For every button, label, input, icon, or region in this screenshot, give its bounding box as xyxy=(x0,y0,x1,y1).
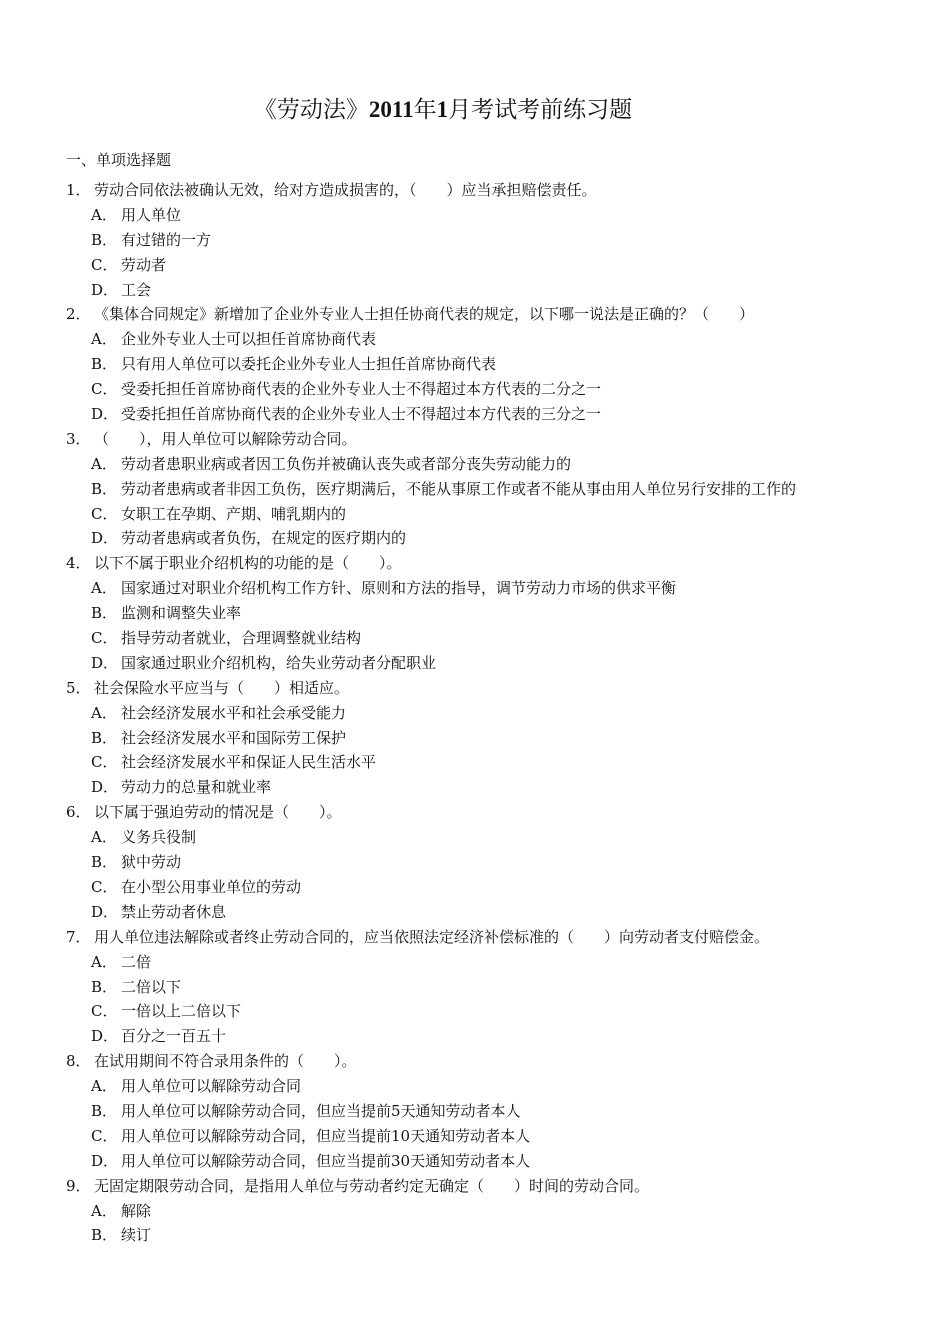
answer-option xyxy=(0,999,950,1024)
option-letter: B． xyxy=(91,728,118,747)
option-letter: C． xyxy=(91,1002,118,1021)
answer-option xyxy=(0,1099,950,1124)
question-stem xyxy=(0,302,950,327)
question-text: 用人单位违法解除或者终止劳动合同的，应当依照法定经济补偿标准的（ ）向劳动者支付赔偿金。 xyxy=(94,927,770,946)
option-letter: A． xyxy=(91,330,117,349)
answer-option xyxy=(0,477,950,502)
option-letter: D． xyxy=(91,529,119,548)
option-text: 狱中劳动 xyxy=(121,853,182,872)
option-letter: A． xyxy=(91,703,117,722)
option-text: 二倍 xyxy=(121,952,152,971)
document-title xyxy=(0,94,886,126)
question-stem xyxy=(0,1174,950,1199)
option-letter: A． xyxy=(91,205,117,224)
answer-option xyxy=(0,327,950,352)
answer-option xyxy=(0,402,950,427)
option-letter: A． xyxy=(91,952,117,971)
option-text: 国家通过职业介绍机构，给失业劳动者分配职业 xyxy=(121,653,437,672)
section-heading: 一、单项选择题 xyxy=(66,151,172,169)
option-text: 在小型公用事业单位的劳动 xyxy=(121,877,302,896)
title-year: 2011 xyxy=(368,97,414,122)
question-number: 2． xyxy=(66,305,91,324)
answer-option xyxy=(0,825,950,850)
option-letter: B． xyxy=(91,977,118,996)
answer-option xyxy=(0,726,950,751)
option-letter: C． xyxy=(91,1126,118,1145)
question-stem xyxy=(0,551,950,576)
answer-option xyxy=(0,1124,950,1149)
option-text: 女职工在孕期、产期、哺乳期内的 xyxy=(121,504,347,523)
option-letter: A． xyxy=(91,1201,117,1220)
option-text: 用人单位 xyxy=(121,205,182,224)
option-letter: A． xyxy=(91,828,117,847)
question-text: 以下属于强迫劳动的情况是（ ）。 xyxy=(94,803,342,822)
option-letter: B． xyxy=(91,479,118,498)
option-letter: B． xyxy=(91,230,118,249)
answer-option xyxy=(0,651,950,676)
option-text: 指导劳动者就业，合理调整就业结构 xyxy=(121,629,362,648)
option-letter: C． xyxy=(91,877,118,896)
answer-option xyxy=(0,750,950,775)
question-list xyxy=(0,178,950,1248)
option-letter: D． xyxy=(91,653,119,672)
option-letter: C． xyxy=(91,255,118,274)
answer-option xyxy=(0,1149,950,1174)
answer-option xyxy=(0,601,950,626)
question-number: 4． xyxy=(66,554,91,573)
option-letter: A． xyxy=(91,579,117,598)
answer-option xyxy=(0,452,950,477)
option-text: 百分之一百五十 xyxy=(121,1027,227,1046)
question-number: 9． xyxy=(66,1176,91,1195)
option-text: 用人单位可以解除劳动合同，但应当提前5天通知劳动者本人 xyxy=(121,1101,521,1120)
option-text: 受委托担任首席协商代表的企业外专业人士不得超过本方代表的三分之一 xyxy=(121,405,602,424)
title-text-post: 月考试考前练习题 xyxy=(448,97,633,123)
question-text: 以下不属于职业介绍机构的功能的是（ ）。 xyxy=(94,554,402,573)
option-text: 劳动力的总量和就业率 xyxy=(121,778,272,797)
option-letter: B． xyxy=(91,1226,118,1245)
answer-option xyxy=(0,502,950,527)
answer-option xyxy=(0,850,950,875)
question-stem xyxy=(0,676,950,701)
answer-option xyxy=(0,1074,950,1099)
title-text-mid: 年 xyxy=(413,97,437,123)
question-number: 1． xyxy=(66,181,91,199)
option-text: 社会经济发展水平和国际劳工保护 xyxy=(121,728,347,747)
option-text: 用人单位可以解除劳动合同，但应当提前30天通知劳动者本人 xyxy=(121,1151,531,1170)
option-text: 二倍以下 xyxy=(121,977,182,996)
answer-option xyxy=(0,975,950,1000)
question-text: 社会保险水平应当与（ ）相适应。 xyxy=(94,678,350,697)
option-text: 企业外专业人士可以担任首席协商代表 xyxy=(121,330,377,349)
answer-option xyxy=(0,203,950,228)
answer-option xyxy=(0,1199,950,1224)
option-letter: B． xyxy=(91,604,118,623)
option-text: 有过错的一方 xyxy=(121,230,212,249)
question-number: 5． xyxy=(66,678,91,697)
answer-option xyxy=(0,701,950,726)
answer-option xyxy=(0,1223,950,1248)
question-number: 7． xyxy=(66,927,91,946)
option-text: 只有用人单位可以委托企业外专业人士担任首席协商代表 xyxy=(121,355,497,374)
option-text: 劳动者患职业病或者因工负伤并被确认丧失或者部分丧失劳动能力的 xyxy=(121,454,572,473)
title-text-pre: 《劳动法》 xyxy=(253,97,369,123)
answer-option xyxy=(0,1024,950,1049)
question-text: （ ），用人单位可以解除劳动合同。 xyxy=(94,429,357,448)
option-letter: D． xyxy=(91,1151,119,1170)
answer-option xyxy=(0,278,950,303)
answer-option xyxy=(0,875,950,900)
option-text: 用人单位可以解除劳动合同 xyxy=(121,1077,302,1096)
option-text: 工会 xyxy=(121,280,152,299)
option-letter: D． xyxy=(91,405,119,424)
title-month: 1 xyxy=(436,97,449,122)
option-text: 义务兵役制 xyxy=(121,828,197,847)
option-text: 社会经济发展水平和保证人民生活水平 xyxy=(121,753,377,772)
answer-option xyxy=(0,228,950,253)
question-stem xyxy=(0,1049,950,1074)
option-letter: D． xyxy=(91,280,119,299)
answer-option xyxy=(0,352,950,377)
answer-option xyxy=(0,900,950,925)
option-letter: C． xyxy=(91,629,118,648)
question-text: 劳动合同依法被确认无效，给对方造成损害的，（ ）应当承担赔偿责任。 xyxy=(94,181,597,199)
option-letter: C． xyxy=(91,504,118,523)
option-text: 用人单位可以解除劳动合同，但应当提前10天通知劳动者本人 xyxy=(121,1126,531,1145)
option-letter: C． xyxy=(91,753,118,772)
question-text: 无固定期限劳动合同，是指用人单位与劳动者约定无确定（ ）时间的劳动合同。 xyxy=(94,1176,650,1195)
question-number: 8． xyxy=(66,1052,91,1071)
option-letter: A． xyxy=(91,1077,117,1096)
option-text: 受委托担任首席协商代表的企业外专业人士不得超过本方代表的二分之一 xyxy=(121,380,602,399)
option-text: 社会经济发展水平和社会承受能力 xyxy=(121,703,347,722)
question-stem xyxy=(0,427,950,452)
answer-option xyxy=(0,626,950,651)
option-text: 劳动者 xyxy=(121,255,167,274)
question-text: 在试用期间不符合录用条件的（ ）。 xyxy=(94,1052,357,1071)
option-letter: D． xyxy=(91,1027,119,1046)
option-letter: B． xyxy=(91,1101,118,1120)
option-text: 劳动者患病或者非因工负伤，医疗期满后，不能从事原工作或者不能从事由用人单位另行安排的工作的 xyxy=(121,479,797,498)
option-text: 解除 xyxy=(121,1201,152,1220)
option-text: 一倍以上二倍以下 xyxy=(121,1002,242,1021)
option-letter: C． xyxy=(91,380,118,399)
option-text: 监测和调整失业率 xyxy=(121,604,242,623)
option-text: 禁止劳动者休息 xyxy=(121,902,227,921)
answer-option xyxy=(0,950,950,975)
question-number: 6． xyxy=(66,803,91,822)
option-letter: B． xyxy=(91,853,118,872)
question-stem xyxy=(0,800,950,825)
option-text: 劳动者患病或者负伤，在规定的医疗期内的 xyxy=(121,529,407,548)
option-letter: A． xyxy=(91,454,117,473)
option-text: 续订 xyxy=(121,1226,152,1245)
option-letter: B． xyxy=(91,355,118,374)
question-text: 《集体合同规定》新增加了企业外专业人士担任协商代表的规定，以下哪一说法是正确的？（ ） xyxy=(94,305,755,324)
question-stem xyxy=(0,178,950,203)
answer-option xyxy=(0,377,950,402)
answer-option xyxy=(0,253,950,278)
question-number: 3． xyxy=(66,429,91,448)
option-text: 国家通过对职业介绍机构工作方针、原则和方法的指导，调节劳动力市场的供求平衡 xyxy=(121,579,677,598)
answer-option xyxy=(0,576,950,601)
option-letter: D． xyxy=(91,902,119,921)
answer-option xyxy=(0,775,950,800)
question-stem xyxy=(0,925,950,950)
answer-option xyxy=(0,526,950,551)
option-letter: D． xyxy=(91,778,119,797)
